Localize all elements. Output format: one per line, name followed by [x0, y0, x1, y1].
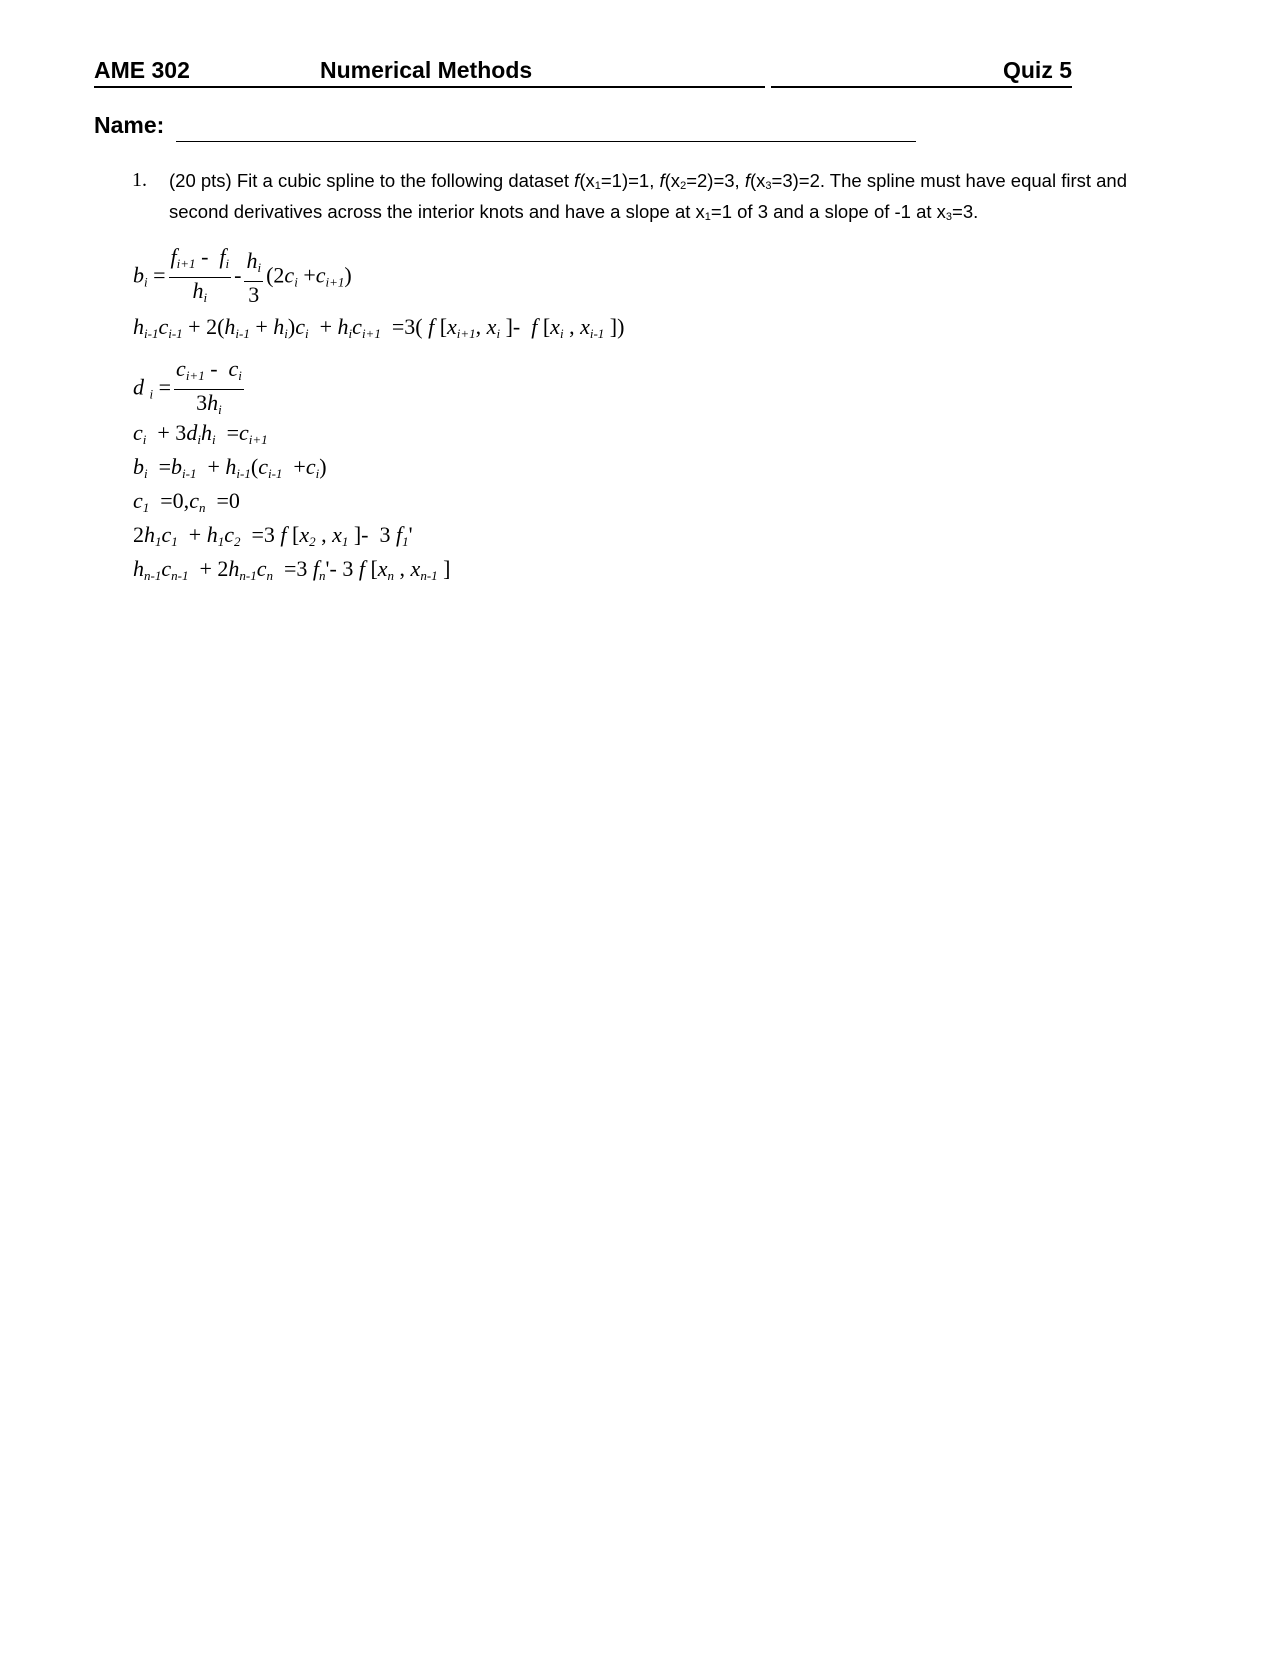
header-line: [94, 54, 1072, 88]
formula-b-recursion: $b_i =b_{i-1} + h_{i-1}(c_{i-1} +c_i)$: [133, 454, 327, 481]
formula-clamped-left: $2h_1c_1 + h_1c_2 =3$ f [$x_2$ , $x_1$ ]- 3 $f_1'$: [133, 522, 413, 549]
name-label: Name:: [94, 112, 165, 138]
formula-d-i: d $_i$ = $\frac{c_{i+1} - c_i}{3h_i}$: [133, 356, 242, 417]
course-subject: Numerical Methods: [320, 57, 533, 83]
course-code: AME 302: [94, 57, 190, 83]
problem-1: [132, 168, 1152, 230]
problem-number: 1.: [132, 169, 147, 191]
formula-b-i: $b_i$ = $\frac{f_{i+1} - f_i}{h_i}$ - $\frac{h_i}{3}$ $(2c_i +c_{i+1})$: [133, 244, 352, 307]
problem-text: (20 pts) Fit a cubic spline to the following dataset $f(x_1=1)=1$, $f(x_2=2)=3$, $f(x_3=3)=2$. The spline must have equal first and second derivatives across the interior knots and have a slope at $x_1=1$ of 3 and a slope of -1 at $x_3=3$.: [169, 170, 1127, 223]
formula-tridiagonal: $h_{i-1}c_{i-1} + 2(h_{i-1} + h_i)c_i + h_ic_{i+1} =3$( f [$x_{i+1}$, $x_i$ ]- f [$x_i$ , $x_{i-1}$ ]): [133, 314, 625, 341]
formula-natural-bc: $c_1 =0,c_n =0$: [133, 488, 240, 515]
formula-clamped-right: $h_{n-1}c_{n-1} + 2h_{n-1}c_n =3$ $f_n'-$ 3 f [$x_n$ , $x_{n-1}$ ]: [133, 556, 451, 583]
header-underline-gap: [765, 84, 771, 88]
formula-c-relation: $c_i + 3d_ih_i =c_{i+1}$: [133, 420, 268, 447]
name-blank-line[interactable]: [176, 141, 916, 142]
quiz-number: Quiz 5: [1002, 57, 1072, 83]
